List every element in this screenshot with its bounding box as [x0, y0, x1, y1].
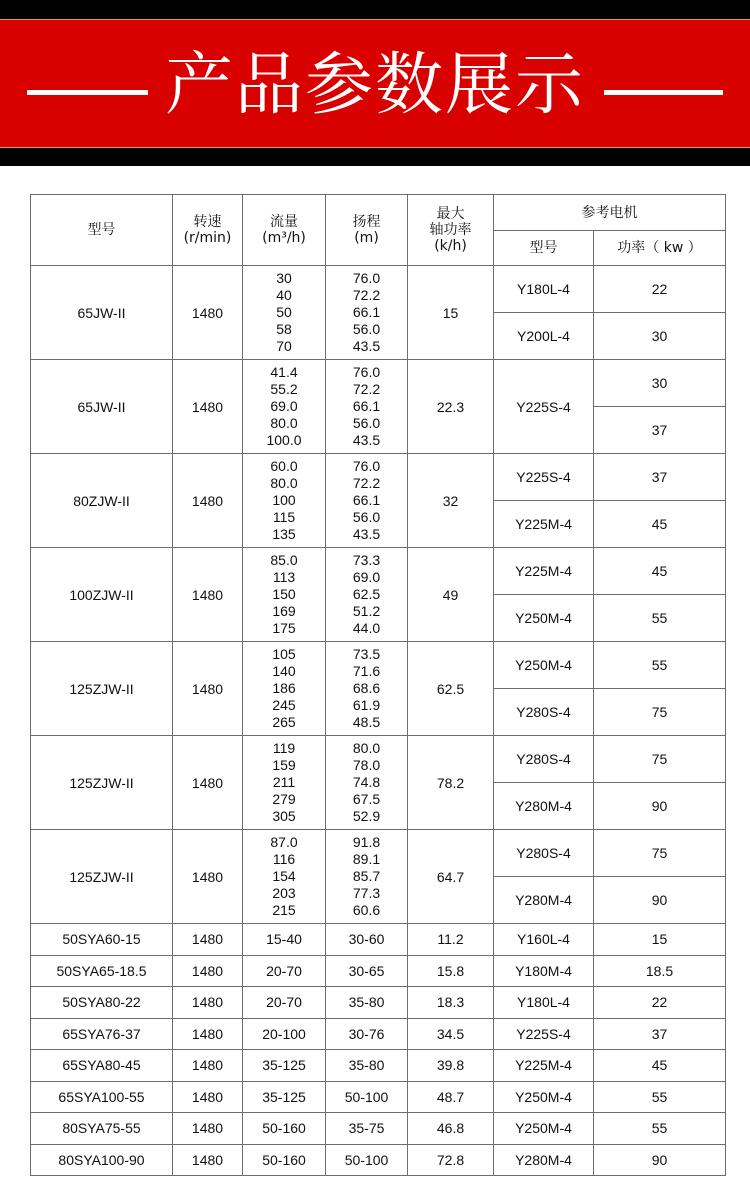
table-row — [31, 1018, 726, 1050]
cell-head-value: 72.2 — [352, 475, 381, 491]
table-row-group — [31, 548, 726, 595]
table-row — [31, 987, 726, 1019]
cell-flow-value: 113 — [272, 569, 296, 585]
cell-speed: 1480 — [173, 987, 243, 1019]
cell-max-power: 39.8 — [408, 1050, 494, 1082]
cell-head: 30-65 — [326, 955, 408, 987]
cell-motor-model: Y250M-4 — [494, 595, 594, 642]
cell-max-power: 72.8 — [408, 1144, 494, 1176]
cell-flow-value: 116 — [272, 851, 296, 867]
cell-head: 35-80 — [326, 1050, 408, 1082]
table-row-group — [31, 360, 726, 407]
table-row — [31, 1144, 726, 1176]
cell-flow-value: 55.2 — [270, 381, 298, 397]
cell-speed: 1480 — [173, 548, 243, 642]
table-row-group — [31, 642, 726, 689]
cell-flow-value: 150 — [272, 586, 296, 602]
cell-speed: 1480 — [173, 1018, 243, 1050]
cell-flow-value: 115 — [272, 509, 296, 525]
cell-head: 30-76 — [326, 1018, 408, 1050]
cell-motor-power: 90 — [594, 1144, 726, 1176]
cell-max-power: 34.5 — [408, 1018, 494, 1050]
cell-head-value: 69.0 — [352, 569, 381, 585]
cell-motor-power: 30 — [594, 360, 726, 407]
cell-flow-value: 186 — [272, 680, 296, 696]
cell-motor-power: 90 — [594, 877, 726, 924]
cell-model: 80ZJW-II — [31, 454, 173, 548]
cell-head-list — [326, 454, 408, 548]
cell-head-list — [326, 266, 408, 360]
cell-max-power: 22.3 — [408, 360, 494, 454]
cell-speed: 1480 — [173, 360, 243, 454]
cell-flow-value: 175 — [272, 620, 296, 636]
cell-model: 65JW-II — [31, 266, 173, 360]
cell-head-value: 48.5 — [352, 714, 381, 730]
cell-speed: 1480 — [173, 955, 243, 987]
spec-table — [30, 194, 726, 1176]
cell-motor-model: Y280S-4 — [494, 689, 594, 736]
cell-head-value: 76.0 — [352, 364, 381, 380]
cell-motor-model: Y180L-4 — [494, 266, 594, 313]
table-row — [31, 955, 726, 987]
cell-flow-value: 169 — [272, 603, 296, 619]
cell-flow-value: 87.0 — [270, 834, 298, 850]
cell-flow: 50-160 — [243, 1144, 326, 1176]
cell-flow-value: 203 — [272, 885, 296, 901]
cell-flow-value: 245 — [272, 697, 296, 713]
cell-flow: 35-125 — [243, 1050, 326, 1082]
cell-model: 125ZJW-II — [31, 736, 173, 830]
cell-max-power: 62.5 — [408, 642, 494, 736]
cell-head: 35-80 — [326, 987, 408, 1019]
cell-motor-model: Y280M-4 — [494, 1144, 594, 1176]
header-motor-group: 参考电机 — [494, 195, 726, 231]
cell-flow-value: 80.0 — [270, 415, 298, 431]
cell-head-value: 67.5 — [352, 791, 381, 807]
cell-head-value: 78.0 — [352, 757, 381, 773]
cell-max-power: 15.8 — [408, 955, 494, 987]
cell-motor-power: 37 — [594, 407, 726, 454]
cell-flow-value: 154 — [272, 868, 296, 884]
cell-head-value: 80.0 — [352, 740, 381, 756]
cell-head-value: 73.3 — [352, 552, 381, 568]
cell-head: 50-100 — [326, 1081, 408, 1113]
cell-head-value: 73.5 — [352, 646, 381, 662]
cell-motor-power: 37 — [594, 454, 726, 501]
cell-motor-power: 45 — [594, 548, 726, 595]
cell-motor-model: Y225M-4 — [494, 1050, 594, 1082]
cell-head-value: 62.5 — [352, 586, 381, 602]
cell-max-power: 18.3 — [408, 987, 494, 1019]
cell-head-value: 68.6 — [352, 680, 381, 696]
cell-head-value: 91.8 — [352, 834, 381, 850]
cell-flow-value: 135 — [272, 526, 296, 542]
cell-flow-value: 100.0 — [266, 432, 302, 448]
cell-flow-value: 100 — [272, 492, 296, 508]
cell-flow-list — [243, 360, 326, 454]
cell-motor-power: 90 — [594, 783, 726, 830]
cell-flow-value: 60.0 — [270, 458, 298, 474]
cell-head-value: 61.9 — [352, 697, 381, 713]
cell-flow-value: 159 — [272, 757, 296, 773]
cell-head-value: 56.0 — [352, 415, 381, 431]
cell-motor-model: Y225S-4 — [494, 360, 594, 454]
cell-motor-power: 75 — [594, 830, 726, 877]
cell-head-value: 56.0 — [352, 509, 381, 525]
cell-flow-value: 80.0 — [270, 475, 298, 491]
cell-model: 80SYA75-55 — [31, 1113, 173, 1145]
cell-head-value: 66.1 — [352, 304, 381, 320]
header-head: 扬程 (m) — [326, 195, 408, 266]
cell-motor-power: 55 — [594, 1113, 726, 1145]
header-flow: 流量 (m³/h) — [243, 195, 326, 266]
cell-motor-model: Y250M-4 — [494, 1113, 594, 1145]
header-max-power: 最大 轴功率 (k/h) — [408, 195, 494, 266]
cell-max-power: 64.7 — [408, 830, 494, 924]
spec-table-body — [31, 266, 726, 1176]
table-row — [31, 924, 726, 956]
cell-max-power: 11.2 — [408, 924, 494, 956]
cell-max-power: 46.8 — [408, 1113, 494, 1145]
cell-head-value: 89.1 — [352, 851, 381, 867]
cell-head-list — [326, 830, 408, 924]
cell-model: 125ZJW-II — [31, 830, 173, 924]
cell-flow-value: 40 — [276, 287, 292, 303]
cell-speed: 1480 — [173, 266, 243, 360]
cell-motor-power: 30 — [594, 313, 726, 360]
cell-model: 65SYA80-45 — [31, 1050, 173, 1082]
cell-motor-power: 18.5 — [594, 955, 726, 987]
cell-motor-model: Y180L-4 — [494, 987, 594, 1019]
cell-head-value: 56.0 — [352, 321, 381, 337]
cell-speed: 1480 — [173, 924, 243, 956]
cell-model: 100ZJW-II — [31, 548, 173, 642]
cell-max-power: 49 — [408, 548, 494, 642]
cell-motor-power: 37 — [594, 1018, 726, 1050]
title-banner — [0, 0, 750, 166]
cell-flow-value: 105 — [272, 646, 296, 662]
cell-motor-power: 15 — [594, 924, 726, 956]
cell-head-list — [326, 548, 408, 642]
cell-flow: 20-100 — [243, 1018, 326, 1050]
header-speed: 转速 (r/min) — [173, 195, 243, 266]
cell-head-value: 60.6 — [352, 902, 381, 918]
cell-max-power: 32 — [408, 454, 494, 548]
cell-motor-power: 55 — [594, 642, 726, 689]
cell-flow-list — [243, 736, 326, 830]
cell-model: 125ZJW-II — [31, 642, 173, 736]
cell-flow-value: 305 — [272, 808, 296, 824]
cell-motor-model: Y250M-4 — [494, 1081, 594, 1113]
cell-head-value: 77.3 — [352, 885, 381, 901]
header-motor-model: 型号 — [494, 231, 594, 266]
cell-flow-list — [243, 830, 326, 924]
cell-motor-model: Y225M-4 — [494, 548, 594, 595]
cell-flow-value: 265 — [272, 714, 296, 730]
cell-head-value: 52.9 — [352, 808, 381, 824]
cell-flow-value: 279 — [272, 791, 296, 807]
cell-flow: 20-70 — [243, 955, 326, 987]
cell-flow-list — [243, 548, 326, 642]
cell-flow-list — [243, 266, 326, 360]
cell-speed: 1480 — [173, 736, 243, 830]
cell-flow-value: 140 — [272, 663, 296, 679]
cell-motor-model: Y225S-4 — [494, 1018, 594, 1050]
cell-head-value: 72.2 — [352, 287, 381, 303]
cell-head-value: 51.2 — [352, 603, 381, 619]
cell-motor-model: Y280M-4 — [494, 877, 594, 924]
cell-head-value: 74.8 — [352, 774, 381, 790]
cell-max-power: 48.7 — [408, 1081, 494, 1113]
cell-head: 35-75 — [326, 1113, 408, 1145]
cell-max-power: 15 — [408, 266, 494, 360]
cell-flow-value: 119 — [272, 740, 296, 756]
cell-head-value: 85.7 — [352, 868, 381, 884]
cell-model: 65SYA76-37 — [31, 1018, 173, 1050]
cell-head-list — [326, 736, 408, 830]
cell-model: 50SYA60-15 — [31, 924, 173, 956]
cell-speed: 1480 — [173, 1144, 243, 1176]
cell-speed: 1480 — [173, 454, 243, 548]
cell-flow-value: 215 — [272, 902, 296, 918]
cell-model: 65SYA100-55 — [31, 1081, 173, 1113]
cell-head-value: 44.0 — [352, 620, 381, 636]
cell-flow-value: 50 — [276, 304, 292, 320]
cell-motor-model: Y280S-4 — [494, 736, 594, 783]
table-row-group — [31, 830, 726, 877]
cell-model: 50SYA65-18.5 — [31, 955, 173, 987]
table-row — [31, 1081, 726, 1113]
cell-head-list — [326, 360, 408, 454]
cell-speed: 1480 — [173, 1081, 243, 1113]
table-row — [31, 1113, 726, 1145]
cell-flow-value: 69.0 — [270, 398, 298, 414]
cell-flow-list — [243, 642, 326, 736]
cell-motor-model: Y180M-4 — [494, 955, 594, 987]
cell-motor-model: Y280S-4 — [494, 830, 594, 877]
cell-motor-power: 22 — [594, 266, 726, 313]
cell-model: 65JW-II — [31, 360, 173, 454]
cell-head-value: 66.1 — [352, 398, 381, 414]
cell-motor-model: Y160L-4 — [494, 924, 594, 956]
cell-motor-power: 55 — [594, 595, 726, 642]
cell-motor-power: 22 — [594, 987, 726, 1019]
cell-max-power: 78.2 — [408, 736, 494, 830]
table-row-group — [31, 454, 726, 501]
cell-head-value: 66.1 — [352, 492, 381, 508]
cell-motor-model: Y225S-4 — [494, 454, 594, 501]
cell-speed: 1480 — [173, 1050, 243, 1082]
header-model: 型号 — [31, 195, 173, 266]
cell-head-value: 43.5 — [352, 432, 381, 448]
cell-head: 50-100 — [326, 1144, 408, 1176]
cell-flow-list — [243, 454, 326, 548]
cell-flow: 15-40 — [243, 924, 326, 956]
cell-motor-model: Y280M-4 — [494, 783, 594, 830]
cell-model: 80SYA100-90 — [31, 1144, 173, 1176]
cell-model: 50SYA80-22 — [31, 987, 173, 1019]
cell-flow: 35-125 — [243, 1081, 326, 1113]
cell-motor-model: Y200L-4 — [494, 313, 594, 360]
cell-motor-model: Y250M-4 — [494, 642, 594, 689]
cell-motor-power: 75 — [594, 736, 726, 783]
cell-flow-value: 70 — [276, 338, 292, 354]
banner-dash-right — [604, 90, 723, 95]
cell-motor-power: 45 — [594, 1050, 726, 1082]
cell-flow-value: 41.4 — [270, 364, 298, 380]
table-row-group — [31, 266, 726, 313]
cell-speed: 1480 — [173, 830, 243, 924]
cell-flow-value: 58 — [276, 321, 292, 337]
cell-flow-value: 85.0 — [270, 552, 298, 568]
cell-head-list — [326, 642, 408, 736]
table-row — [31, 1050, 726, 1082]
banner-dash-left — [27, 90, 148, 95]
cell-motor-power: 75 — [594, 689, 726, 736]
cell-speed: 1480 — [173, 642, 243, 736]
cell-head-value: 43.5 — [352, 526, 381, 542]
cell-head-value: 76.0 — [352, 270, 381, 286]
cell-motor-power: 55 — [594, 1081, 726, 1113]
cell-head-value: 72.2 — [352, 381, 381, 397]
cell-flow-value: 30 — [276, 270, 292, 286]
header-motor-power: 功率（ kw ） — [594, 231, 726, 266]
cell-head-value: 43.5 — [352, 338, 381, 354]
cell-head-value: 71.6 — [352, 663, 381, 679]
cell-head: 30-60 — [326, 924, 408, 956]
cell-flow-value: 211 — [272, 774, 296, 790]
cell-flow: 20-70 — [243, 987, 326, 1019]
cell-flow: 50-160 — [243, 1113, 326, 1145]
cell-speed: 1480 — [173, 1113, 243, 1145]
table-row-group — [31, 736, 726, 783]
cell-motor-model: Y225M-4 — [494, 501, 594, 548]
page-title: 产品参数展示 — [164, 46, 585, 125]
cell-motor-power: 45 — [594, 501, 726, 548]
cell-head-value: 76.0 — [352, 458, 381, 474]
